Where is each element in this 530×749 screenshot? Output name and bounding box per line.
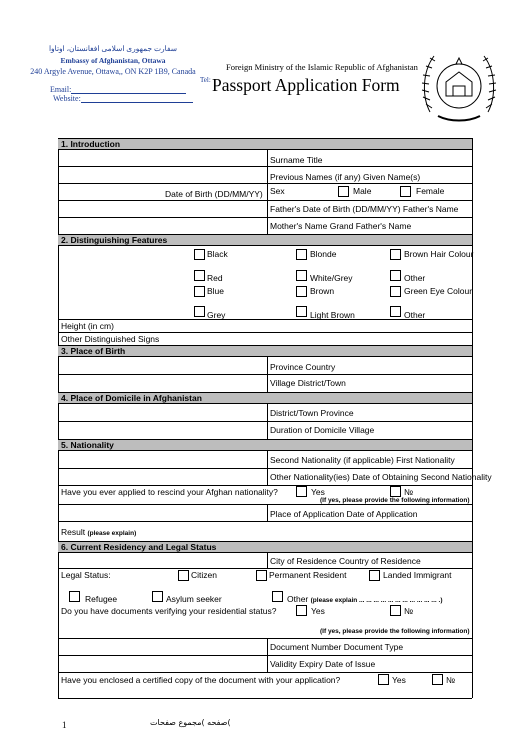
height-label: Height (in cm) — [61, 321, 114, 331]
eye-colour-label: Green Eye Colour — [404, 286, 473, 296]
copy-no-checkbox[interactable] — [432, 674, 443, 685]
passport-form — [58, 138, 492, 698]
male-label: Male — [353, 186, 372, 196]
rescind-yes-checkbox[interactable] — [296, 486, 307, 497]
copy-yes-label: Yes — [392, 675, 406, 685]
second-nationality-label: Second Nationality (if applicable) First Nationality — [270, 455, 455, 465]
copy-question: Have you enclosed a certified copy of the document with your application? — [61, 675, 341, 685]
eye-grey-checkbox[interactable] — [194, 306, 205, 317]
city-country-residence-label: City of Residence Country of Residence — [270, 556, 421, 566]
eye-other-label: Other — [404, 310, 426, 320]
email-label: Email: — [50, 85, 72, 94]
documents-no-label: № — [404, 606, 414, 616]
eye-light-brown-checkbox[interactable] — [296, 306, 307, 317]
hair-blonde-checkbox[interactable] — [296, 249, 307, 260]
hair-colour-label: Brown Hair Colour — [404, 249, 474, 259]
other-nationality-label: Other Nationality(ies) Date of Obtaining Second Nationality — [270, 472, 492, 482]
eye-blue-label: Blue — [207, 286, 225, 296]
rescind-question: Have you ever applied to rescind your Afghan nationality? — [61, 487, 278, 497]
section-title: 3. Place of Birth — [61, 346, 126, 356]
validity-issue-label: Validity Expiry Date of Issue — [270, 659, 376, 669]
province-country-label: Province Country — [270, 362, 336, 372]
hair-white-grey-label: White/Grey — [310, 273, 353, 283]
eye-grey-label: Grey — [207, 310, 226, 320]
hair-black-checkbox[interactable] — [194, 249, 205, 260]
asylum-seeker-label: Asylum seeker — [166, 594, 222, 604]
permanent-resident-label: Permanent Resident — [269, 570, 347, 580]
village-district-label: Village District/Town — [270, 378, 346, 388]
section-nationality — [58, 439, 472, 451]
legal-status-label: Legal Status: — [61, 570, 111, 580]
eye-blue-checkbox[interactable] — [194, 286, 205, 297]
hair-other-checkbox[interactable] — [390, 270, 401, 281]
female-label: Female — [416, 186, 445, 196]
landed-immigrant-label: Landed Immigrant — [383, 570, 452, 580]
rescind-yes-label: Yes — [311, 487, 325, 497]
result-text: Result — [61, 527, 86, 537]
section-title: 4. Place of Domicile in Afghanistan — [61, 393, 202, 403]
website-field[interactable] — [53, 94, 193, 103]
hair-red-checkbox[interactable] — [194, 270, 205, 281]
section-title: 1. Introduction — [61, 139, 121, 149]
section-introduction — [58, 138, 472, 150]
hair-blonde-label: Blonde — [310, 249, 337, 259]
father-dob-label: Father's Date of Birth (DD/MM/YY) Father's Name — [270, 204, 459, 214]
documents-if-yes-note: (If yes, please provide the following information) — [320, 628, 470, 635]
other-status-checkbox[interactable] — [272, 591, 283, 602]
female-checkbox[interactable] — [400, 186, 411, 197]
embassy-address: 240 Argyle Avenue, Ottawa,, ON K2P 1B9, Canada — [30, 67, 196, 76]
hair-red-label: Red — [207, 273, 223, 283]
domicile-duration-label: Duration of Domicile Village — [270, 425, 375, 435]
asylum-seeker-checkbox[interactable] — [152, 591, 163, 602]
rescind-if-yes-note: (If yes, please provide the following information) — [320, 497, 470, 504]
page-count-native: صفحه ‌)مجموع صفحات‌( — [150, 718, 231, 727]
district-province-label: District/Town Province — [270, 408, 354, 418]
form-title: Passport Application Form — [212, 75, 400, 95]
documents-yes-label: Yes — [311, 606, 325, 616]
dob-label: Date of Birth (DD/MM/YY) — [165, 189, 263, 199]
section-residency-legal-status — [58, 541, 472, 553]
section-place-of-domicile — [58, 392, 472, 404]
ministry-name: Foreign Ministry of the Islamic Republic of Afghanistan — [226, 62, 418, 72]
hair-white-grey-checkbox[interactable] — [296, 270, 307, 281]
other-status-explain: (please explain ... ... ... ... ... ... ... ... ... ... ... .) — [310, 597, 443, 604]
refugee-checkbox[interactable] — [69, 591, 80, 602]
section-title: 6. Current Residency and Legal Status — [61, 542, 217, 552]
embassy-name-native: سفارت جمهوری اسلامی افغانستان، اوتاوا — [48, 44, 178, 53]
hair-brown-checkbox[interactable] — [390, 249, 401, 260]
documents-question: Do you have documents verifying your residential status? — [61, 606, 277, 616]
other-status-label — [287, 594, 442, 606]
previous-names-label: Previous Names (if any) Given Name(s) — [270, 172, 421, 182]
result-label — [61, 527, 136, 539]
other-status-text: Other — [287, 594, 309, 604]
other-signs-label: Other Distinguished Signs — [61, 334, 160, 344]
eye-brown-label: Brown — [310, 286, 335, 296]
landed-immigrant-checkbox[interactable] — [369, 570, 380, 581]
surname-title-label: Surname Title — [270, 155, 323, 165]
eye-other-checkbox[interactable] — [390, 306, 401, 317]
page-number: 1 — [62, 720, 67, 730]
eye-light-brown-label: Light Brown — [310, 310, 355, 320]
mother-name-label: Mother's Name Grand Father's Name — [270, 221, 412, 231]
sex-label: Sex — [270, 186, 285, 196]
eye-brown-checkbox[interactable] — [296, 286, 307, 297]
section-distinguishing-features — [58, 234, 472, 246]
copy-no-label: № — [446, 675, 456, 685]
refugee-label: Refugee — [85, 594, 118, 604]
result-explain-note: (please explain) — [87, 530, 137, 537]
hair-black-label: Black — [207, 249, 228, 259]
citizen-label: Citizen — [191, 570, 217, 580]
place-date-application-label: Place of Application Date of Application — [270, 509, 418, 519]
website-label: Website: — [53, 94, 81, 103]
citizen-checkbox[interactable] — [178, 570, 189, 581]
hair-other-label: Other — [404, 273, 426, 283]
male-checkbox[interactable] — [338, 186, 349, 197]
afghanistan-emblem-icon — [420, 42, 498, 124]
section-place-of-birth — [58, 345, 472, 357]
email-field[interactable] — [50, 85, 186, 94]
permanent-resident-checkbox[interactable] — [256, 570, 267, 581]
telephone-label: Tel: — [200, 76, 211, 84]
eye-green-checkbox[interactable] — [390, 286, 401, 297]
section-title: 2. Distinguishing Features — [61, 235, 168, 245]
section-title: 5. Nationality — [61, 440, 114, 450]
documents-yes-checkbox[interactable] — [296, 605, 307, 616]
documents-no-checkbox[interactable] — [390, 605, 401, 616]
document-number-type-label: Document Number Document Type — [270, 642, 404, 652]
copy-yes-checkbox[interactable] — [378, 674, 389, 685]
embassy-name: Embassy of Afghanistan, Ottawa — [60, 56, 166, 65]
rescind-no-label: № — [404, 487, 414, 497]
